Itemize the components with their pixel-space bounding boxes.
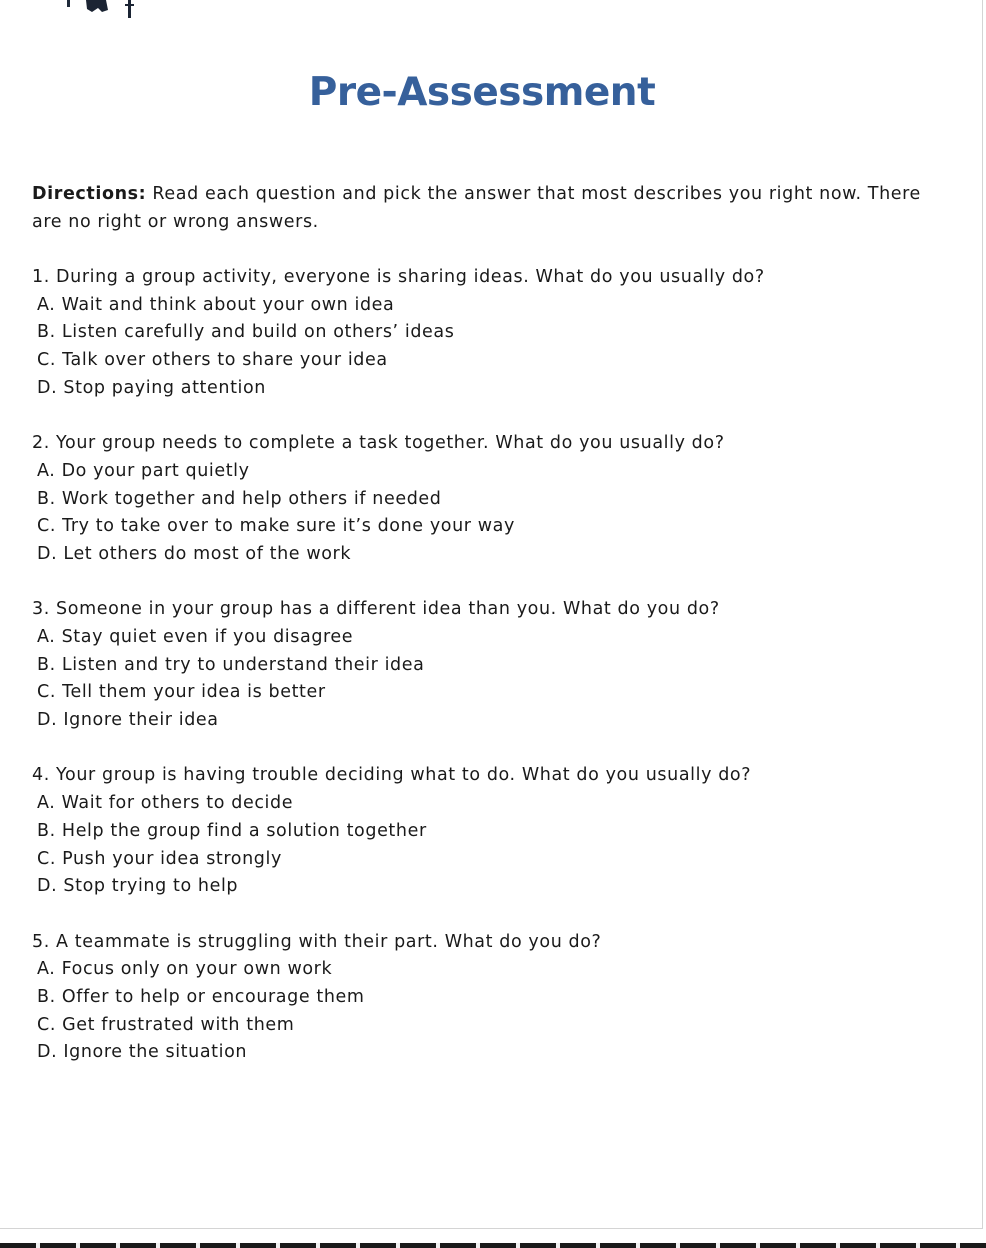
answer-option-d: D. Stop trying to help (37, 876, 239, 897)
answer-option-d: D. Ignore their idea (37, 710, 219, 731)
directions-paragraph (32, 181, 922, 236)
directions-text: Read each question and pick the answer that most describes you right now. There are no right or wrong answers. (32, 184, 921, 232)
answer-option-b: B. Help the group find a solution together (37, 820, 427, 841)
answer-option-a: A. Wait and think about your own idea (37, 294, 395, 315)
question-1 (32, 264, 932, 402)
answer-option-c: C. Try to take over to make sure it’s done your way (37, 516, 515, 537)
answer-option-c: C. Push your idea strongly (37, 848, 282, 869)
question-prompt: 4. Your group is having trouble deciding what to do. What do you usually do? (32, 765, 752, 786)
answer-option-c: C. Get frustrated with them (37, 1014, 295, 1035)
answer-option-a: A. Do your part quietly (37, 460, 250, 481)
answer-option-c: C. Tell them your idea is better (37, 682, 326, 703)
directions-label: Directions: (32, 184, 147, 204)
page-title: Pre-Assessment (308, 70, 656, 115)
answer-option-a: A. Stay quiet even if you disagree (37, 627, 354, 648)
page-gap (0, 1229, 986, 1243)
question-prompt: 1. During a group activity, everyone is sharing ideas. What do you usually do? (32, 267, 765, 288)
answer-option-b: B. Listen carefully and build on others’ ideas (37, 322, 455, 343)
assessment-body (32, 181, 932, 1067)
question-5 (32, 929, 932, 1067)
answer-option-b: B. Offer to help or encourage them (37, 986, 365, 1007)
next-page-edge (0, 1243, 986, 1248)
answer-option-a: A. Focus only on your own work (37, 959, 333, 980)
header-illustration (62, 0, 142, 20)
answer-option-b: B. Work together and help others if needed (37, 488, 442, 509)
question-4 (32, 762, 932, 900)
question-3 (32, 596, 932, 734)
question-prompt: 3. Someone in your group has a different idea than you. What do you do? (32, 599, 720, 620)
answer-option-c: C. Talk over others to share your idea (37, 350, 388, 371)
answer-option-b: B. Listen and try to understand their idea (37, 654, 425, 675)
answer-option-a: A. Wait for others to decide (37, 793, 294, 814)
question-prompt: 2. Your group needs to complete a task together. What do you usually do? (32, 433, 725, 454)
question-prompt: 5. A teammate is struggling with their part. What do you do? (32, 931, 602, 952)
answer-option-d: D. Let others do most of the work (37, 543, 352, 564)
answer-option-d: D. Stop paying attention (37, 377, 266, 398)
answer-option-d: D. Ignore the situation (37, 1042, 248, 1063)
question-2 (32, 430, 932, 568)
